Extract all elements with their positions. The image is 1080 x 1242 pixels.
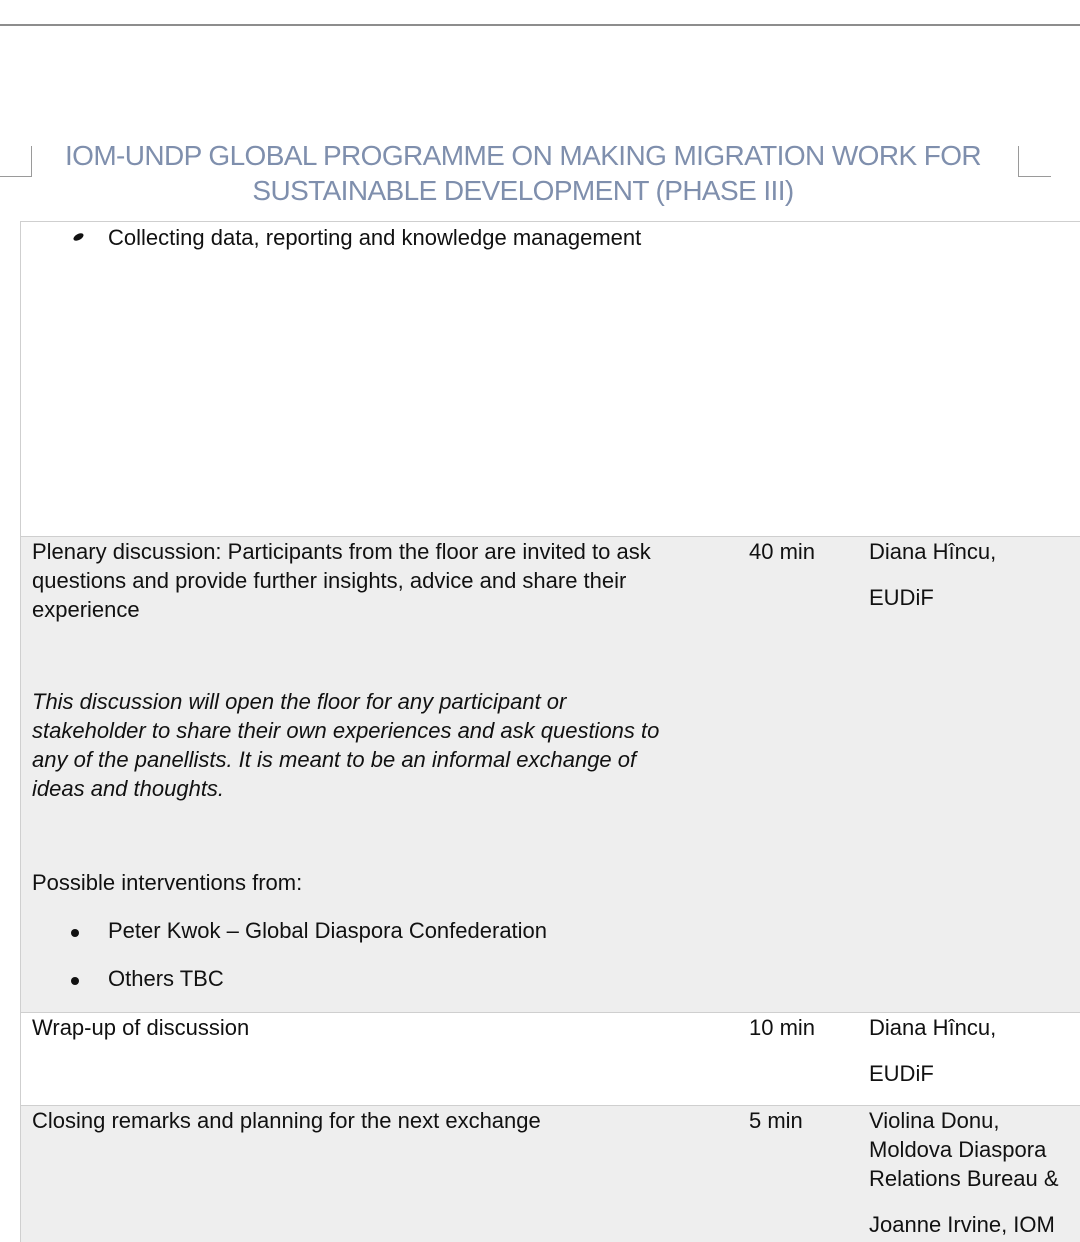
table-row: [20, 1105, 1080, 1242]
speaker: Diana Hîncu, EUDiF: [869, 539, 997, 610]
speaker: Violina Donu, Moldova Diaspora Relations Bureau & Joanne Irvine, IOM: [869, 1108, 1059, 1237]
activity-description: This discussion will open the floor for any participant or stakeholder to share their own experiences and ask questions to any of the panellists. It is meant to be an informal exchange of ideas and thoughts.: [32, 689, 660, 801]
bullet-icon: [71, 929, 79, 937]
table-row: [20, 536, 1080, 1012]
top-rule: [0, 24, 1080, 26]
header-title-line-1: IOM-UNDP GLOBAL PROGRAMME ON MAKING MIGRATION WORK FOR: [64, 140, 982, 171]
table-row: [20, 221, 1080, 536]
activity-text: Plenary discussion: Participants from the floor are invited to ask questions and provide further insights, advice and share their experience: [32, 539, 651, 622]
crop-mark-right: [1018, 146, 1051, 177]
duration: 10 min: [749, 1015, 816, 1040]
speaker: Diana Hîncu, EUDiF: [869, 1015, 997, 1086]
bullet-icon: [72, 232, 85, 242]
interventions-label: Possible interventions from:: [32, 870, 303, 895]
duration: 5 min: [749, 1108, 803, 1133]
bullet-icon: [71, 977, 79, 985]
crop-mark-left: [0, 146, 32, 177]
bullet-item: Collecting data, reporting and knowledge management: [108, 225, 642, 250]
header-title-line-2: SUSTAINABLE DEVELOPMENT (PHASE III): [252, 175, 794, 206]
agenda-table: [20, 221, 1080, 1242]
activity-text: Closing remarks and planning for the next exchange: [32, 1108, 541, 1133]
bullet-item: Peter Kwok – Global Diaspora Confederation: [108, 918, 548, 943]
activity-text: Wrap-up of discussion: [32, 1015, 250, 1040]
bullet-item: Others TBC: [108, 966, 224, 991]
page-header-title: [40, 138, 1006, 208]
duration: 40 min: [749, 539, 816, 564]
table-row: [20, 1012, 1080, 1105]
